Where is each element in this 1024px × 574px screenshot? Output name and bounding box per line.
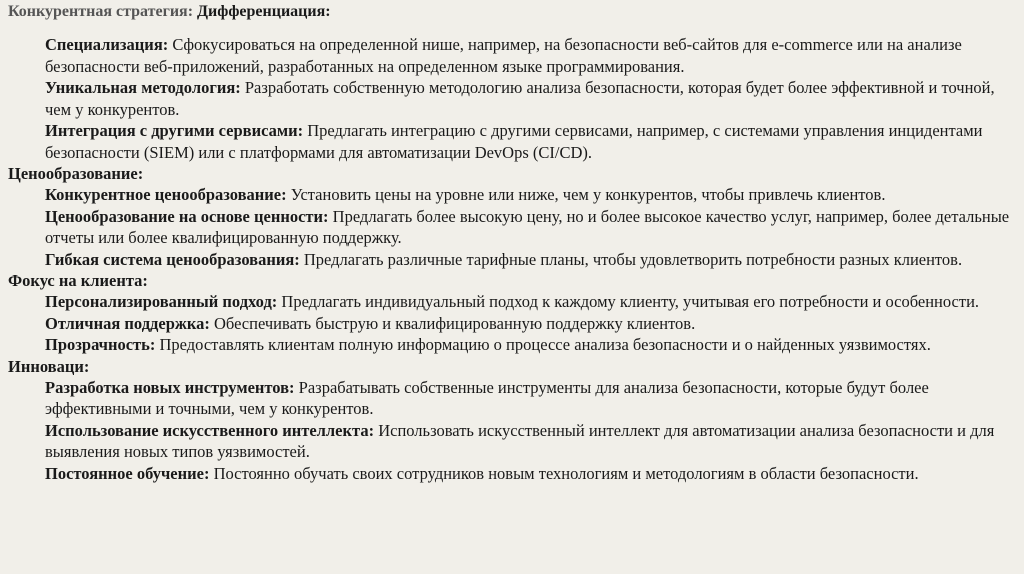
section-pricing xyxy=(8,163,1016,270)
section-customer-focus xyxy=(8,270,1016,356)
list-item xyxy=(45,120,1010,163)
item-text: Постоянно обучать своих сотрудников новым технологиям и методологиям в области безопасности. xyxy=(213,463,919,483)
item-text: Предлагать индивидуальный подход к каждому клиенту, учитывая его потребности и особенности. xyxy=(281,292,980,311)
item-text: Предлагать интеграцию с другими сервисами, например, с системами управления инцидентами безопасности (SIEM) или с платформами для автоматизации DevOps (CI/CD). xyxy=(45,121,983,162)
list-item xyxy=(45,77,1010,120)
item-text: Использовать искусственный интеллект для автоматизации анализа безопасности и для выявления новых типов уязвимостей. xyxy=(45,420,995,461)
item-text: Разрабатывать собственные инструменты для анализа безопасности, которые будут более эффективными и точными, чем у конкурентов. xyxy=(45,377,929,418)
section-heading: Фокус на клиента: xyxy=(8,271,148,290)
title-main: Дифференциация: xyxy=(197,3,331,20)
list-item xyxy=(45,291,1010,313)
item-label: Отличная поддержка: xyxy=(45,313,210,333)
list-item xyxy=(45,377,1010,420)
item-text: Предоставлять клиентам полную информацию о процессе анализа безопасности и о найденных уязвимостях. xyxy=(159,335,931,354)
item-label: Постоянное обучение: xyxy=(45,463,210,483)
list-item xyxy=(45,313,1010,335)
item-text: Предлагать более высокую цену, но и более высокое качество услуг, например, более детальные отчеты или более квалифицированную поддержку. xyxy=(45,206,1010,247)
item-text: Установить цены на уровне или ниже, чем у конкурентов, чтобы привлечь клиентов. xyxy=(290,185,886,204)
section-heading: Инноваци: xyxy=(8,356,90,376)
title-prefix: Конкурентная стратегия: xyxy=(8,3,194,20)
item-text: Сфокусироваться на определенной нише, например, на безопасности веб-сайтов для e-commerce или на анализе безопасности веб-приложений, разработанных на определенном языке программирования. xyxy=(45,35,962,76)
list-item xyxy=(45,334,1010,356)
section-innovation xyxy=(8,356,1016,485)
section-heading: Ценообразование: xyxy=(8,164,144,183)
list-item xyxy=(45,249,1010,271)
item-label: Специализация: xyxy=(45,35,169,54)
item-label: Персонализированный подход: xyxy=(45,292,278,311)
item-text: Предлагать различные тарифные планы, чтобы удовлетворить потребности разных клиентов. xyxy=(303,249,963,269)
item-text: Разработать собственную методологию анализа безопасности, которая будет более эффективной и точной, чем у конкурентов. xyxy=(45,78,995,119)
item-label: Использование искусственного интеллекта: xyxy=(45,420,375,440)
list-item xyxy=(45,184,1010,206)
item-label: Уникальная методология: xyxy=(45,78,241,97)
section-differentiation xyxy=(8,34,1016,163)
list-item xyxy=(45,420,1010,463)
list-item xyxy=(45,34,1010,77)
item-label: Гибкая система ценообразования: xyxy=(45,249,300,269)
item-label: Интеграция с другими сервисами: xyxy=(45,121,304,140)
item-label: Конкурентное ценообразование: xyxy=(45,185,287,204)
item-label: Разработка новых инструментов: xyxy=(45,377,295,397)
slide-title xyxy=(8,2,1016,22)
list-item xyxy=(45,206,1010,249)
item-label: Ценообразование на основе ценности: xyxy=(45,206,329,226)
item-text: Обеспечивать быструю и квалифицированную поддержку клиентов. xyxy=(213,313,696,333)
list-item xyxy=(45,463,1010,485)
item-label: Прозрачность: xyxy=(45,335,156,354)
